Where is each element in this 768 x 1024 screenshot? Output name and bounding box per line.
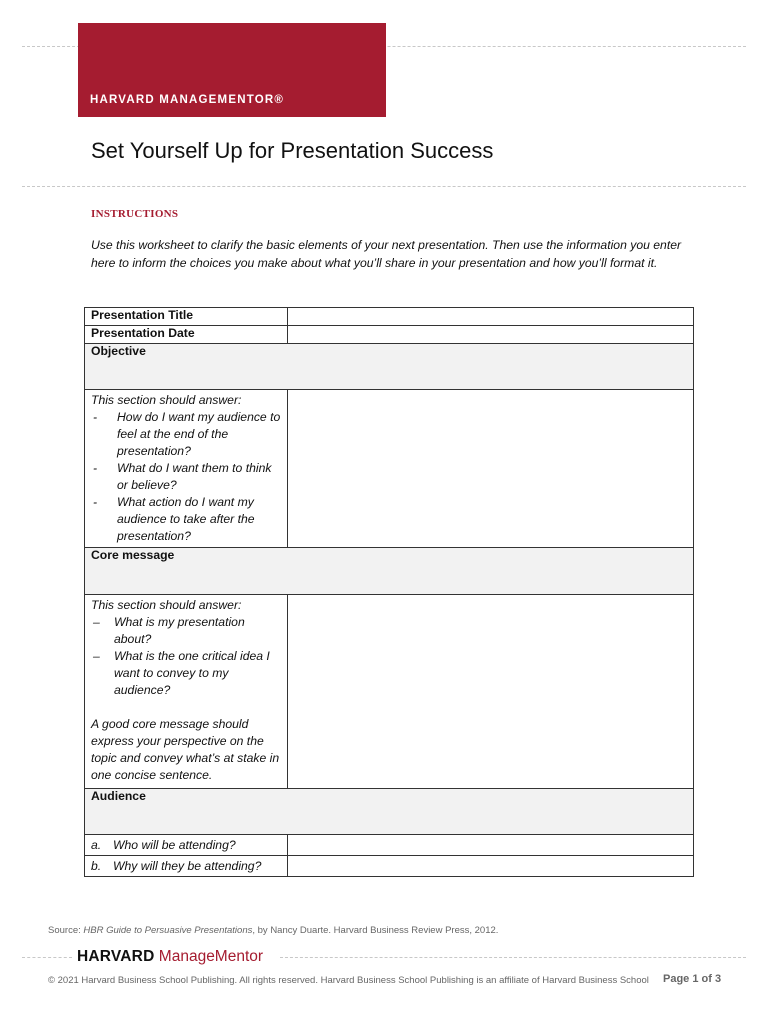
core-message-heading: Core message <box>85 548 694 595</box>
objective-question: What do I want them to think or believe? <box>117 461 272 492</box>
presentation-title-label: Presentation Title <box>85 308 288 326</box>
list-item <box>91 648 281 699</box>
core-message-question: What is my presentation about? <box>114 615 245 646</box>
list-item <box>91 460 281 494</box>
audience-question-text: Who will be attending? <box>113 837 236 852</box>
presentation-date-label: Presentation Date <box>85 326 288 344</box>
presentation-date-field[interactable] <box>288 326 694 344</box>
list-item <box>91 409 281 460</box>
source-details: , by Nancy Duarte. Harvard Business Review Press, 2012. <box>252 925 499 936</box>
instructions-text: Use this worksheet to clarify the basic elements of your next presentation. Then use the information you enter here to inform the choices you make about what you’ll share in your presentation and how you’ll format it. <box>91 238 682 270</box>
source-prefix: Source: <box>48 925 84 936</box>
table-row <box>85 835 694 856</box>
audience-answer-b-field[interactable] <box>288 856 694 877</box>
worksheet-table <box>84 307 694 877</box>
brand-name: HARVARD MANAGEMENTOR® <box>90 94 285 106</box>
core-message-intro: This section should answer: <box>91 598 242 612</box>
objective-question: How do I want my audience to feel at the end of the presentation? <box>117 410 281 458</box>
footer-dashed-rule <box>22 957 72 958</box>
table-row <box>85 856 694 877</box>
list-marker: b. <box>91 858 102 873</box>
presentation-title-field[interactable] <box>288 308 694 326</box>
table-row <box>85 344 694 390</box>
brand-banner <box>78 23 386 117</box>
core-message-guidance <box>85 595 288 789</box>
core-message-note: A good core message should express your perspective on the topic and convey what’s at stake in one concise sentence. <box>91 717 280 782</box>
audience-question-b <box>85 856 288 877</box>
footer-dashed-rule-right <box>280 957 746 958</box>
core-message-questions <box>91 614 281 699</box>
source-title: HBR Guide to Persuasive Presentations <box>83 925 253 936</box>
bullet-dash: - <box>93 495 98 509</box>
audience-question-text: Why will they be attending? <box>113 858 262 873</box>
objective-heading: Objective <box>85 344 694 390</box>
page-title: Set Yourself Up for Presentation Success <box>91 138 494 163</box>
objective-question: What action do I want my audience to take after the presentation? <box>117 495 255 543</box>
core-message-question: What is the one critical idea I want to convey to my audience? <box>114 649 270 697</box>
bullet-dash: – <box>93 649 100 663</box>
objective-questions <box>91 409 281 545</box>
title-dashed-rule <box>22 186 746 187</box>
bullet-dash: - <box>93 410 98 424</box>
bullet-dash: - <box>93 461 98 475</box>
harvard-managementor-logo <box>77 948 263 966</box>
table-row <box>85 326 694 344</box>
table-row <box>85 789 694 835</box>
core-message-answer-field[interactable] <box>288 595 694 789</box>
table-row <box>85 595 694 789</box>
copyright-notice: © 2021 Harvard Business School Publishing. All rights reserved. Harvard Business School Publishing is an affiliate of Harvard Business School <box>48 975 649 986</box>
logo-bold: HARVARD <box>77 948 155 965</box>
table-row <box>85 390 694 548</box>
objective-intro: This section should answer: <box>91 393 242 407</box>
objective-answer-field[interactable] <box>288 390 694 548</box>
table-row <box>85 548 694 595</box>
list-item <box>91 614 281 648</box>
objective-guidance <box>85 390 288 548</box>
source-citation <box>48 925 498 936</box>
instructions-heading: INSTRUCTIONS <box>91 208 179 220</box>
audience-heading: Audience <box>85 789 694 835</box>
bullet-dash: – <box>93 615 100 629</box>
list-item <box>91 494 281 545</box>
table-row <box>85 308 694 326</box>
audience-question-a <box>85 835 288 856</box>
logo-light: ManageMentor <box>158 948 264 965</box>
audience-answer-a-field[interactable] <box>288 835 694 856</box>
page-number: Page 1 of 3 <box>663 973 722 985</box>
list-marker: a. <box>91 837 102 852</box>
